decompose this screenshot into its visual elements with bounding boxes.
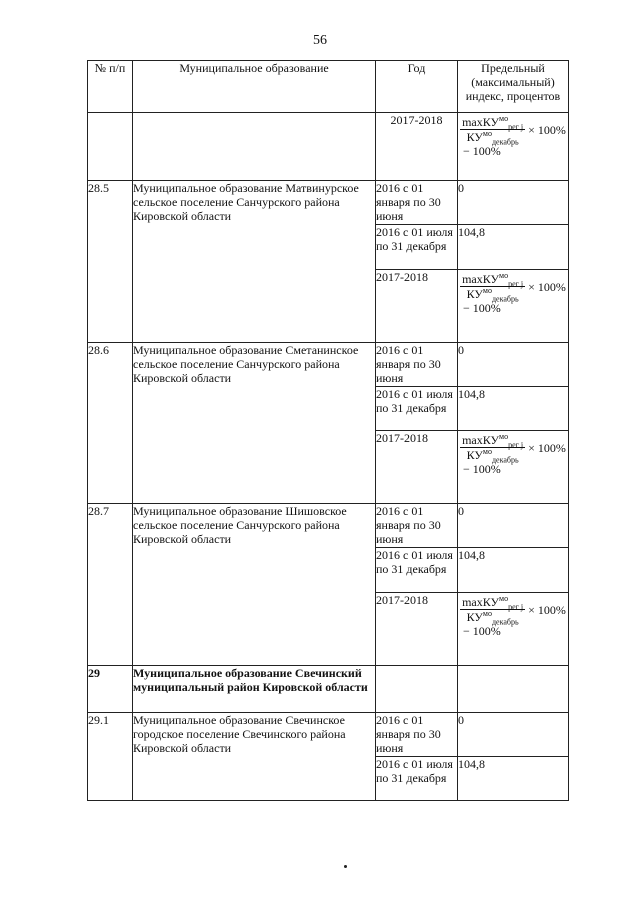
formula-denominator: $КУ^{мо}_{декабрь}$: [466, 609, 519, 627]
formula-numerator: maxКУ$^{мо}_{рег j}$: [462, 114, 524, 132]
formula-minus: − 100%: [463, 301, 501, 315]
index-formula: [458, 271, 568, 304]
index-formula: [458, 594, 568, 627]
formula-denominator: $КУ^{мо}_{декабрь}$: [466, 129, 519, 147]
row-mo-name: Муниципальное образование Сметанинское сельское поселение Санчурского района Кировской области: [133, 343, 376, 504]
table-row: [88, 181, 569, 225]
table-header-row: [88, 61, 569, 113]
table-row: [88, 343, 569, 387]
formula-cell: [458, 113, 569, 181]
cell-year: 2017-2018: [376, 113, 458, 181]
header-mo: Муниципальное образование: [133, 61, 376, 113]
formula-fraction: [460, 432, 525, 465]
row-mo-name: Муниципальное образование Шишовское сельское поселение Санчурского района Кировской области: [133, 504, 376, 666]
cell-value: [458, 666, 569, 713]
row-value: 0: [458, 504, 569, 548]
index-formula: [458, 432, 568, 465]
row-mo-name: Муниципальное образование Матвинурское сельское поселение Санчурского района Кировской области: [133, 181, 376, 343]
formula-denominator: $КУ^{мо}_{декабрь}$: [466, 447, 519, 465]
row-year: 2016 с 01 января по 30 июня: [376, 504, 458, 548]
page-number: 56: [313, 33, 327, 48]
row-year: 2016 с 01 июля по 31 декабря: [376, 225, 458, 270]
table-row: [88, 713, 569, 757]
formula-minus: − 100%: [463, 144, 501, 158]
section-num: 29: [88, 666, 133, 713]
row-num: 28.7: [88, 504, 133, 666]
row-value: 0: [458, 713, 569, 757]
row-value: 104,8: [458, 757, 569, 801]
header-index: Предельный (максимальный) индекс, процентов: [458, 61, 569, 113]
formula-fraction: [460, 271, 525, 304]
row-year: 2016 с 01 января по 30 июня: [376, 343, 458, 387]
row-year: 2016 с 01 июля по 31 декабря: [376, 548, 458, 593]
formula-numerator: maxКУ$^{мо}_{рег j}$: [462, 594, 524, 612]
row-num: 28.5: [88, 181, 133, 343]
row-year: 2017-2018: [376, 270, 458, 343]
row-year: 2017-2018: [376, 431, 458, 504]
formula-fraction: [460, 594, 525, 627]
formula-multiplier: × 100%: [528, 602, 566, 617]
header-num: № п/п: [88, 61, 133, 113]
cell-mo: [133, 113, 376, 181]
formula-cell: [458, 593, 569, 666]
row-value: 0: [458, 343, 569, 387]
cell-num: [88, 113, 133, 181]
cell-year: [376, 666, 458, 713]
formula-fraction: [460, 114, 525, 147]
formula-cell: [458, 270, 569, 343]
header-year: Год: [376, 61, 458, 113]
formula-numerator: maxКУ$^{мо}_{рег j}$: [462, 271, 524, 289]
section-name: Муниципальное образование Свечинский муниципальный район Кировской области: [133, 666, 376, 713]
row-year: 2016 с 01 января по 30 июня: [376, 713, 458, 757]
table-row: [88, 504, 569, 548]
formula-multiplier: × 100%: [528, 440, 566, 455]
formula-minus: − 100%: [463, 462, 501, 476]
formula-multiplier: × 100%: [528, 122, 566, 137]
table-row: [88, 113, 569, 181]
row-year: 2016 с 01 января по 30 июня: [376, 181, 458, 225]
row-num: 28.6: [88, 343, 133, 504]
tariff-index-table: [87, 60, 569, 801]
index-formula: [458, 114, 568, 147]
formula-multiplier: × 100%: [528, 279, 566, 294]
row-value: 104,8: [458, 387, 569, 431]
row-value: 104,8: [458, 548, 569, 593]
formula-minus: − 100%: [463, 624, 501, 638]
page-mark: [344, 865, 347, 868]
row-value: 0: [458, 181, 569, 225]
row-num: 29.1: [88, 713, 133, 801]
section-row: [88, 666, 569, 713]
row-year: 2016 с 01 июля по 31 декабря: [376, 757, 458, 801]
row-mo-name: Муниципальное образование Свечинское городское поселение Свечинского района Кировской области: [133, 713, 376, 801]
formula-numerator: maxКУ$^{мо}_{рег j}$: [462, 432, 524, 450]
row-year: 2017-2018: [376, 593, 458, 666]
formula-denominator: $КУ^{мо}_{декабрь}$: [466, 286, 519, 304]
row-year: 2016 с 01 июля по 31 декабря: [376, 387, 458, 431]
formula-cell: [458, 431, 569, 504]
row-value: 104,8: [458, 225, 569, 270]
